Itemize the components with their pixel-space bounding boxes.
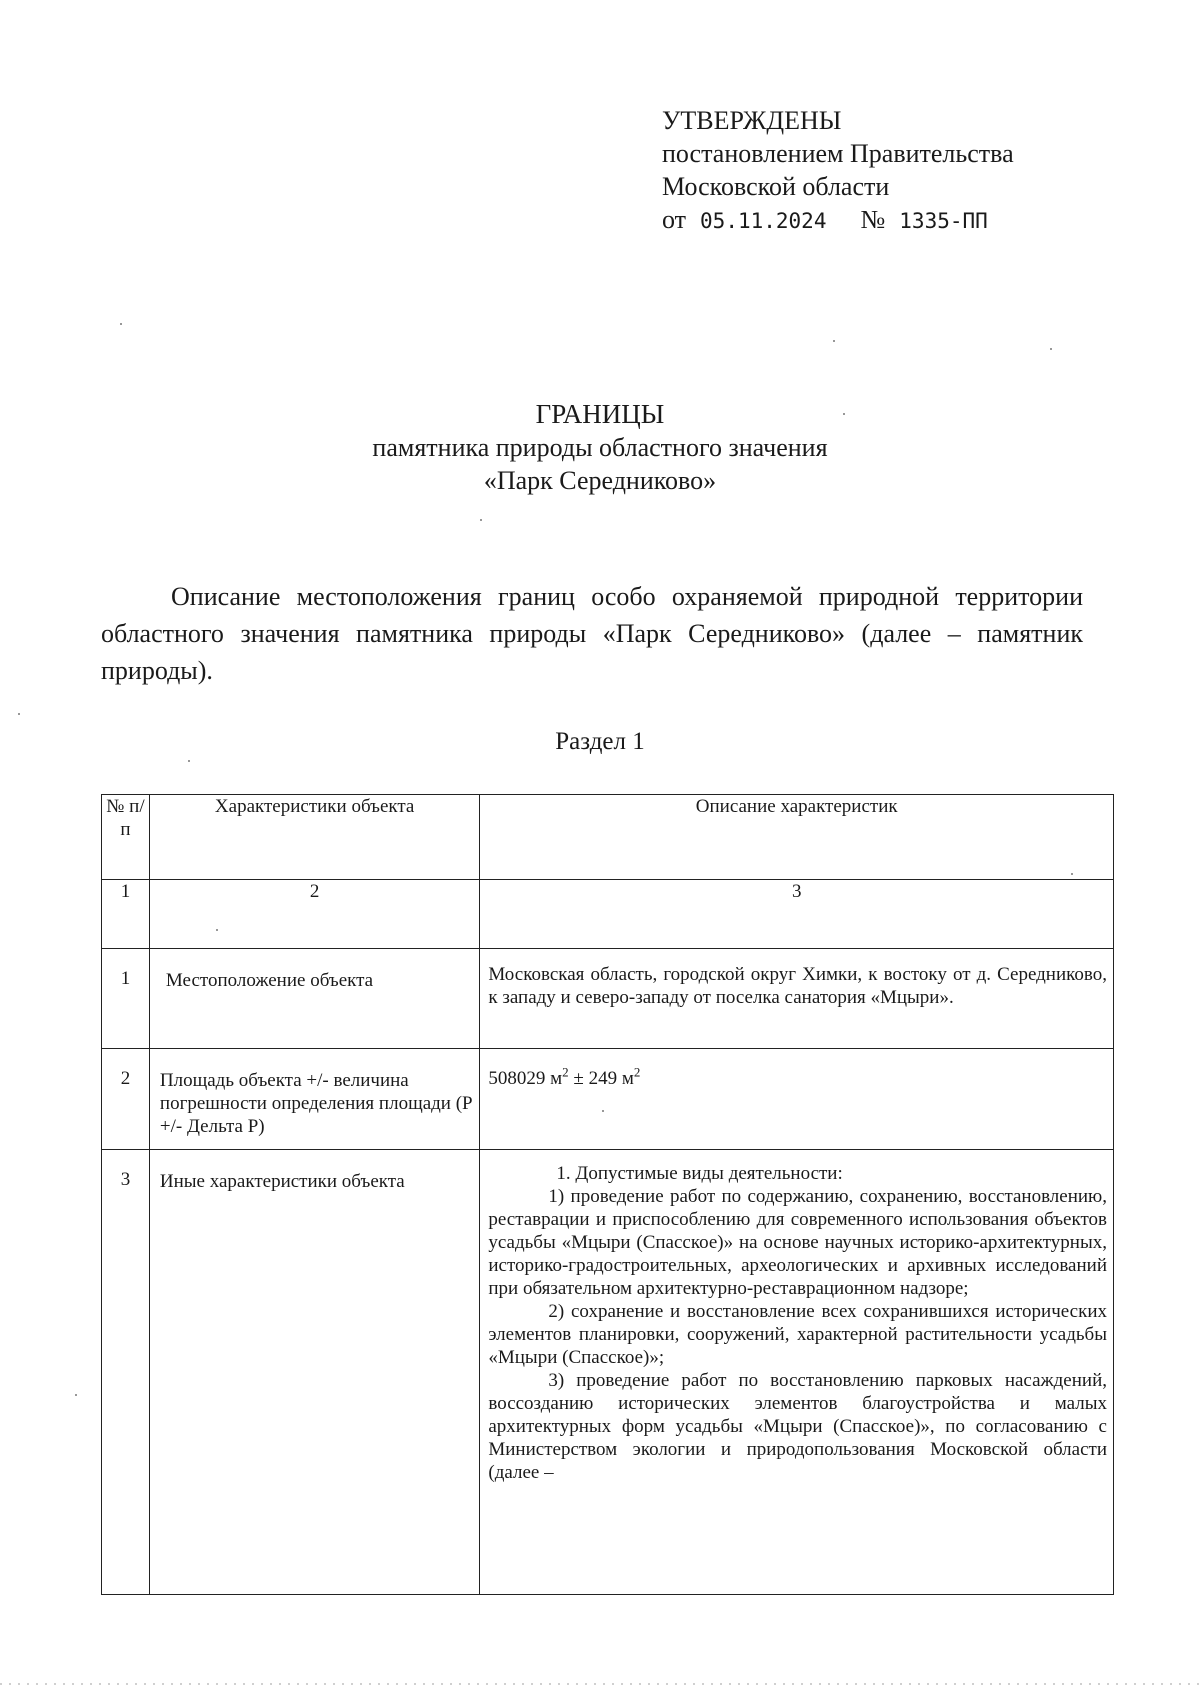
scan-artifact-line (0, 1683, 1200, 1685)
column-number-3: 3 (480, 880, 1114, 949)
approval-date-line (662, 203, 1014, 238)
document-title (0, 398, 1200, 497)
row-characteristic: Площадь объекта +/- величина погрешности определения площади (P +/- Дельта P) (159, 1070, 472, 1137)
area-tolerance: ± 249 м (573, 1068, 634, 1089)
title-subtitle-2: «Парк Середниково» (483, 466, 717, 495)
list-item: 1) проведение работ по содержанию, сохранению, восстановлению, реставрации и приспособлению для современного использования объектов усадьбы «Мцыри (Спасское)» на основе научных историко-архитектурных, историко-градостроительных, археологических и архивных исследований при обязательном архитектурно-реставрационном надзоре; (488, 1186, 1107, 1299)
scan-speck (75, 1394, 77, 1396)
area-value-power: 2 (562, 1064, 569, 1080)
approval-heading: УТВЕРЖДЕНЫ (662, 106, 842, 135)
characteristics-table (101, 794, 1114, 1595)
date-prefix: от (662, 205, 687, 234)
row-description-area (480, 1049, 1113, 1090)
row-number: 3 (120, 1169, 131, 1190)
area-tolerance-power: 2 (633, 1064, 641, 1080)
approval-number: 1335-ПП (899, 209, 988, 233)
row-characteristic: Иные характеристики объекта (159, 1171, 405, 1192)
intro-text: Описание местоположения границ особо охраняемой природной территории областного значения памятника природы «Парк Середниково» (далее – памятник природы). (101, 582, 1083, 685)
scan-speck (188, 760, 190, 762)
scan-speck (480, 519, 482, 521)
approval-issuer: постановлением Правительства (662, 139, 1014, 168)
row-number: 1 (120, 968, 131, 989)
scan-speck (602, 1110, 604, 1112)
header-characteristic: Характеристики объекта (149, 795, 479, 880)
scan-speck (120, 323, 122, 325)
list-item: 3) проведение работ по восстановлению парковых насаждений, воссозданию исторических элементов благоустройства и малых архитектурных форм усадьбы «Мцыри (Спасское)», по согласованию с Министерством экологии и природопользования Московской области (далее – (488, 1370, 1107, 1483)
scan-speck (833, 340, 835, 342)
scan-speck (1050, 348, 1052, 350)
section-heading: Раздел 1 (555, 728, 645, 755)
row-characteristic: Местоположение объекта (165, 970, 374, 991)
row-description: Московская область, городской округ Химки, к востоку от д. Середниково, к западу и северо-западу от поселка санатория «Мцыри». (488, 964, 1107, 1008)
header-description: Описание характеристик (480, 795, 1114, 880)
scan-speck (843, 413, 845, 415)
approval-date: 05.11.2024 (700, 209, 827, 233)
scan-speck (18, 713, 20, 715)
table-header-row (102, 795, 1114, 880)
approval-stamp (662, 104, 1014, 238)
list-heading: 1. Допустимые виды деятельности: (556, 1163, 843, 1184)
column-number-2: 2 (149, 880, 479, 949)
table-row (102, 949, 1114, 1049)
area-value: 508029 м (488, 1068, 563, 1089)
title-main: ГРАНИЦЫ (535, 399, 665, 429)
number-sign: № (860, 205, 886, 234)
approval-region: Московской области (662, 172, 890, 201)
row-description-list (480, 1150, 1113, 1484)
scan-speck (1071, 873, 1073, 875)
row-number: 2 (120, 1068, 131, 1089)
column-number-row (102, 880, 1114, 949)
header-num: № п/п (102, 795, 150, 880)
list-item: 2) сохранение и восстановление всех сохранившихся исторических элементов планировки, сооружений, характерной растительности усадьбы «Мцыри (Спасское)»; (488, 1301, 1107, 1368)
intro-paragraph (101, 578, 1083, 689)
column-number-1: 1 (102, 880, 150, 949)
table-row (102, 1049, 1114, 1150)
table-row (102, 1150, 1114, 1595)
title-subtitle-1: памятника природы областного значения (372, 433, 828, 462)
scan-speck (216, 929, 218, 931)
